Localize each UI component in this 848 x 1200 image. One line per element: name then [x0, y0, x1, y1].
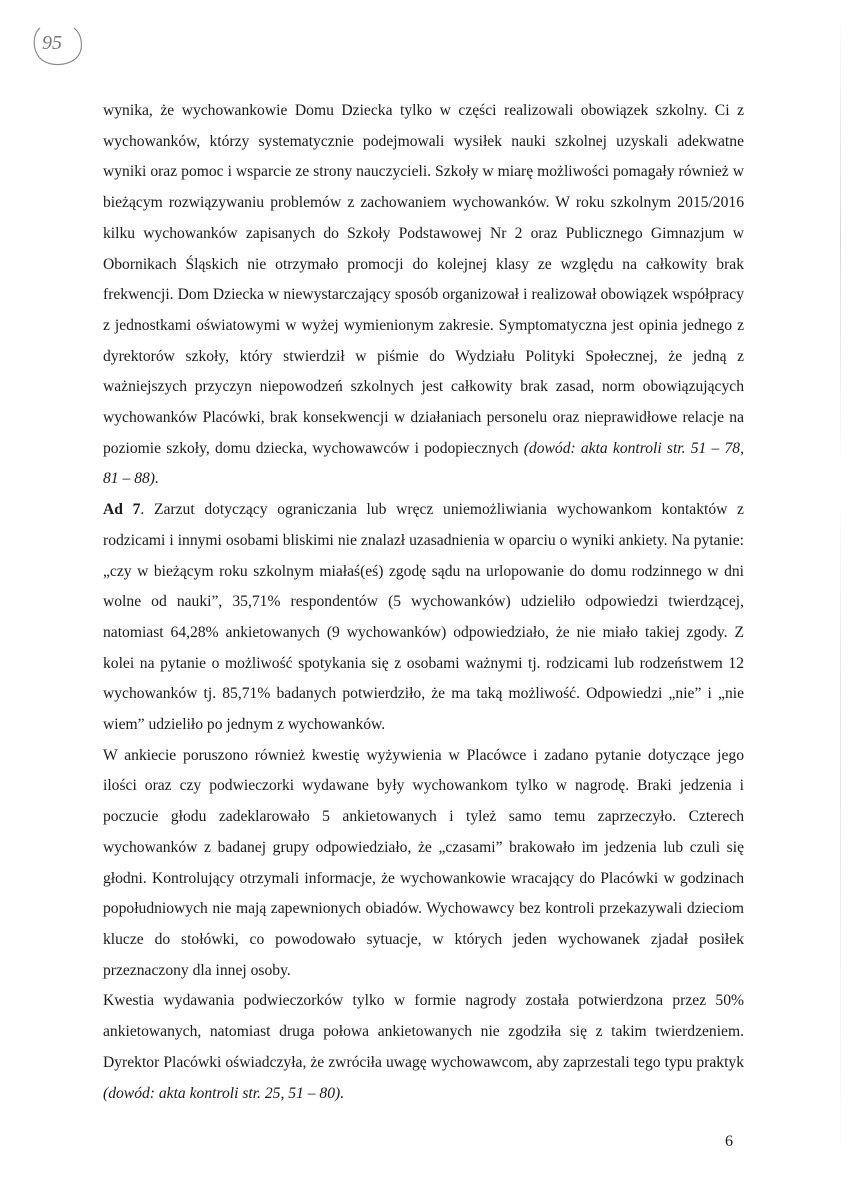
paragraph-text: wynika, że wychowankowie Domu Dziecka tylko w części realizowali obowiązek szkolny. Ci z wychowanków, którzy systematycznie podejmowali wysiłek nauki szkolnej uzyskali adekwatne wyniki oraz pomoc i wsparcie ze strony nauczycieli. Szkoły w miarę możliwości pomagały również w bieżącym rozwiązywaniu problemów z zachowaniem wychowanków. W roku szkolnym 2015/2016 kilku wychowanków zapisanych do Szkoły Podstawowej Nr 2 oraz Publicznego Gimnazjum w Obornikach Śląskich nie otrzymało promocji do kolejnej klasy ze względu na całkowity brak frekwencji. Dom Dziecka w niewystarczający sposób organizował i realizował obowiązek współpracy z jednostkami oświatowymi w wyżej wymienionym zakresie. Symptomatyczna jest opinia jednego z dyrektorów szkoły, który stwierdził w piśmie do Wydziału Polityki Społecznej, że jedną z ważniejszych przyczyn niepowodzeń szkolnych jest całkowity brak zasad, norm obowiązujących wychowanków Placówki, brak konsekwencji w działaniach personelu oraz nieprawidłowe relacje na poziomie szkoły, domu dziecka, wychowawców i podopiecznych	[103, 102, 744, 457]
paragraph	[103, 96, 744, 495]
document-body	[103, 96, 744, 1109]
paragraph	[103, 495, 744, 741]
scan-edge	[840, 0, 841, 1200]
page-number: 6	[725, 1133, 733, 1150]
paragraph-text: W ankiecie poruszono również kwestię wyżywienia w Placówce i zadano pytanie dotyczące jego ilości oraz czy podwieczorki wydawane były wychowankom tylko w nagrodę. Braki jedzenia i poczucie głodu zadeklarowało 5 ankietowanych i tyleż samo temu zaprzeczyło. Czterech wychowanków z badanej grupy odpowiedziało, że „czasami” brakowało im jedzenia lub czuli się głodni. Kontrolujący otrzymali informacje, że wychowankowie wracający do Placówki w godzinach popołudniowych nie mają zapewnionych obiadów. Wychowawcy bez kontroli przekazywali dzieciom klucze do stołówki, co powodowało sytuacje, w których jeden wychowanek zjadał posiłek przeznaczony dla innej osoby.	[103, 746, 744, 979]
paragraph	[103, 741, 744, 987]
page-stamp	[30, 22, 86, 68]
paragraph	[103, 986, 744, 1109]
evidence-citation: (dowód: akta kontroli str. 51 – 78, 81 – 88).	[103, 439, 744, 488]
section-label: Ad 7	[103, 501, 141, 519]
stamp-number: 95	[42, 32, 62, 54]
evidence-citation: (dowód: akta kontroli str. 25, 51 – 80).	[103, 1084, 345, 1102]
paragraph-text: . Zarzut dotyczący ograniczania lub wręcz uniemożliwiania wychowankom kontaktów z rodzicami i innymi osobami bliskimi nie znalazł uzasadnienia w oparciu o wyniki ankiety. Na pytanie: „czy w bieżącym roku szkolnym miałaś(eś) zgodę sądu na urlopowanie do domu rodzinnego w dni wolne od nauki”, 35,71% respondentów (5 wychowanków) udzieliło odpowiedzi twierdzącej, natomiast 64,28% ankietowanych (9 wychowanków) odpowiedziało, że nie miało takiej zgody. Z kolei na pytanie o możliwość spotykania się z osobami ważnymi tj. rodzicami lub rodzeństwem 12 wychowanków tj. 85,71% badanych potwierdziło, że ma taką możliwość. Odpowiedzi „nie” i „nie wiem” udzieliło po jednym z wychowanków.	[103, 501, 744, 734]
paragraph-text: Kwestia wydawania podwieczorków tylko w formie nagrody została potwierdzona przez 50% ankietowanych, natomiast druga połowa ankietowanych nie zgodziła się z takim twierdzeniem. Dyrektor Placówki oświadczyła, że zwróciła uwagę wychowawcom, aby zaprzestali tego typu praktyk	[103, 992, 744, 1071]
